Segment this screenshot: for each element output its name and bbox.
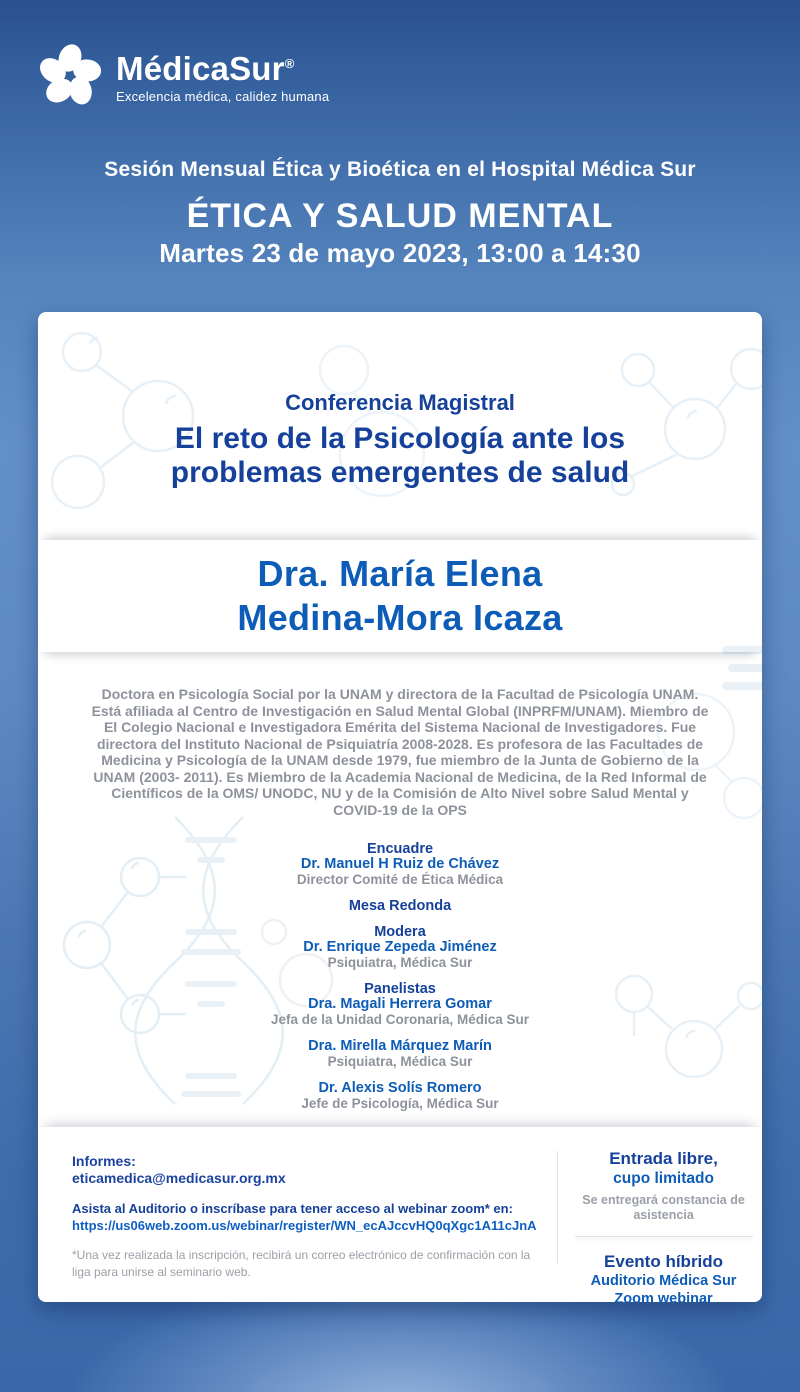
person (38, 940, 762, 970)
registered-mark: ® (284, 55, 295, 71)
person-name: Dr. Alexis Solís Romero (318, 1080, 482, 1096)
footer-event-info (558, 1127, 762, 1302)
entry-subtitle: cupo limitado (613, 1170, 714, 1187)
poster (0, 42, 800, 1392)
event-datetime: Martes 23 de mayo 2023, 13:00 a 14:30 (159, 238, 641, 268)
section-mesa-redonda (38, 899, 762, 914)
person-name: Dr. Manuel H Ruiz de Chávez (300, 856, 500, 872)
entry-title: Entrada libre, (609, 1149, 718, 1168)
person (38, 1081, 762, 1111)
section-encuadre (38, 842, 762, 887)
person-role: Psiquiatra, Médica Sur (327, 955, 473, 970)
person (38, 997, 762, 1027)
logo-brand-name: MédicaSur® (116, 49, 295, 87)
footer-right-divider (575, 1236, 753, 1237)
event-card (38, 312, 762, 1302)
person-role: Director Comité de Ética Médica (296, 872, 504, 887)
entry-note: Se entregará constancia de asistencia (582, 1193, 745, 1222)
informes-label: Informes: (72, 1153, 136, 1169)
session-line: Sesión Mensual Ética y Bioética en el Hospital Médica Sur (104, 158, 696, 181)
card-footer (38, 1127, 762, 1302)
person-role: Jefa de la Unidad Coronaria, Médica Sur (270, 1012, 530, 1027)
lecture-kicker: Conferencia Magistral (285, 390, 515, 415)
speaker-name-line1: Dra. María Elena (257, 553, 543, 594)
person (38, 857, 762, 887)
section-heading: Panelistas (364, 981, 436, 997)
logo-tagline: Excelencia médica, calidez humana (116, 88, 330, 104)
speaker-bio: Doctora en Psicología Social por la UNAM y directora de la Facultad de Psicología UNAM. Está afiliada al Centro de Investigación en Salud Mental Global (INPRFM/UNAM). Miembro de El Colegio Nacional e Investigadora Emérita del Sistema Nacional de Investigadores. Fue directora del Instituto Nacional de Psiquiatría 2008-2028. Es profesora de las Facultades de Medicina y Psicología de la UNAM desde 1979, fue miembro de la Junta de Gobierno de la UNAM (2003- 2011). Es Miembro de la Academia Nacional de Medicina, de la Red Informal de Científicos de la OMS/ UNODC, NU y de la Comisión de Alto Nivel sobre Salud Mental y COVID-19 de la OPS (91, 686, 709, 818)
speaker-band (38, 540, 762, 652)
event-venue: Auditorio Médica Sur (590, 1273, 737, 1289)
footer-contact (38, 1127, 557, 1302)
registration-footnote: *Una vez realizada la inscripción, recibirá un correo electrónico de confirmación con la liga para unirse al seminario web. (72, 1248, 531, 1279)
person-name: Dr. Enrique Zepeda Jiménez (303, 939, 497, 955)
webinar-register-link[interactable]: https://us06web.zoom.us/webinar/register/WN_ecAJccvHQ0qXgc1A11cJnA (72, 1218, 537, 1233)
program-sections (38, 842, 762, 1111)
section-modera (38, 925, 762, 970)
section-panelistas (38, 982, 762, 1111)
medicasur-flower-icon (38, 42, 102, 108)
medicasur-logo (38, 42, 800, 108)
contact-email-link[interactable]: eticamedica@medicasur.org.mx (72, 1170, 286, 1186)
section-heading: Modera (374, 924, 426, 940)
person-name: Dra. Magali Herrera Gomar (308, 996, 492, 1012)
section-heading: Mesa Redonda (348, 898, 452, 914)
header (0, 42, 800, 270)
event-platform: Zoom webinar (614, 1291, 713, 1302)
person (38, 1039, 762, 1069)
hybrid-event-title: Evento híbrido (604, 1252, 724, 1271)
section-heading: Encuadre (366, 841, 434, 857)
webinar-instruction: Asista al Auditorio o inscríbase para tener acceso al webinar zoom* en: (72, 1201, 513, 1216)
person-role: Jefe de Psicología, Médica Sur (301, 1096, 499, 1111)
event-title: ÉTICA Y SALUD MENTAL (186, 197, 614, 235)
speaker-name-line2: Medina-Mora Icaza (237, 597, 563, 638)
lecture-title: El reto de la Psicología ante los problemas emergentes de salud (170, 422, 630, 489)
person-role: Psiquiatra, Médica Sur (327, 1054, 473, 1069)
person-name: Dra. Mirella Márquez Marín (308, 1038, 492, 1054)
